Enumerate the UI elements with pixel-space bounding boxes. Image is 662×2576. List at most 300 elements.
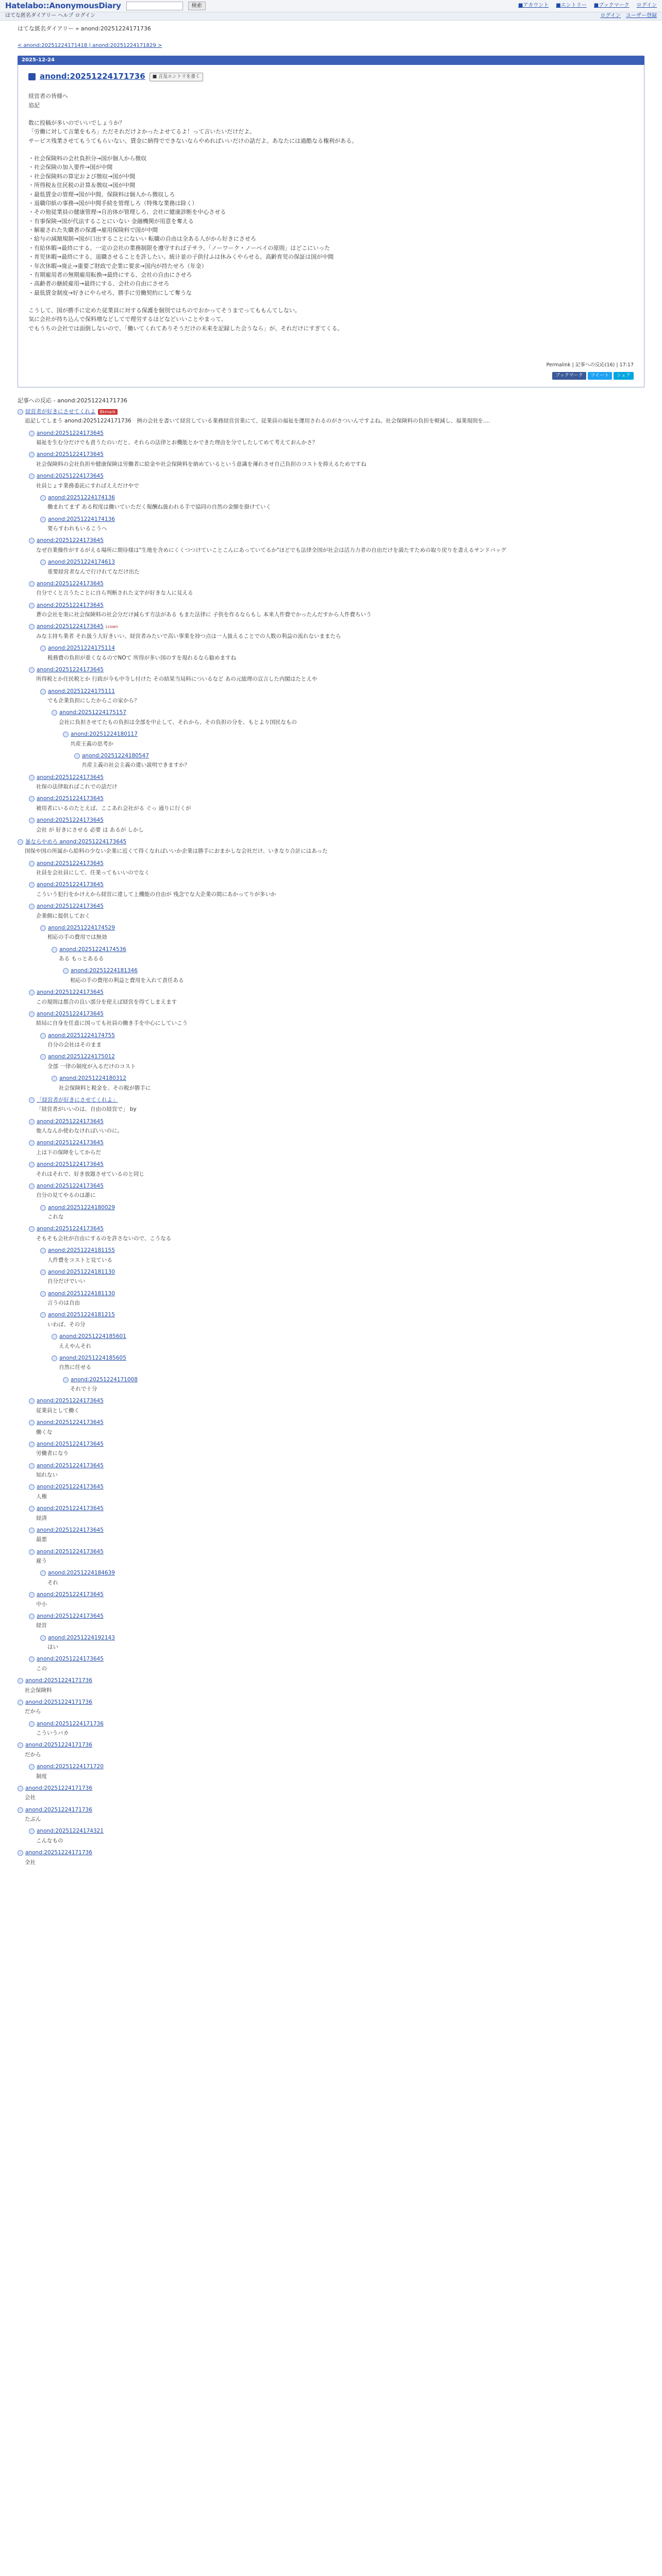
comment-body: 上は下の保障をしてからだ [36,1149,101,1156]
comment-item [29,880,644,902]
comment-link[interactable]: anond:20251224173645 [37,817,104,824]
comment-body: この規則は都合の良い部分を使えば経営を得てしまえます [36,998,177,1005]
comment-link[interactable]: anond:20251224171008 [71,1376,138,1383]
entry-line: ・有事保険→国が代法することにいない 金融機関が用意を奪える [28,217,194,225]
comment-item [29,601,644,622]
comment-header [18,1676,644,1686]
comment-link[interactable]: anond:20251224173645 [37,1613,104,1619]
entry-line: ・高齢者の継続雇用→最終にする、会社の自由にさせろ [28,280,170,287]
comment-item [29,1526,644,1547]
comment-link[interactable]: anond:20251224173645 [37,1010,104,1017]
comment-body: 経営 [36,1622,47,1629]
comment-item [40,1246,644,1268]
comment-link[interactable]: anond:20251224174136 [48,494,115,501]
comment-item [29,1009,644,1031]
comment-header [29,1225,644,1234]
comment-link[interactable]: 「経営者が好きにさせてくれよ」 [37,1096,118,1103]
sub-bar-text: はてな匿名ダイアリー ヘルプ ログイン [5,13,95,19]
comment-body: 従業員として働く [36,1407,79,1414]
entry-line: ・最低賃金制度→好きにやらせろ、勝手に労働契約にして奪うな [28,289,192,296]
comment-item [40,1053,644,1074]
comment-link[interactable]: anond:20251224173645 [37,1140,104,1146]
entry-line: ・社会保険料の会社負担分→国が個人から徴収 [28,155,147,162]
comment-item [29,1117,644,1139]
comment-body: 人件費をコストと見ている [47,1257,112,1263]
comment-link[interactable]: anond:20251224180029 [48,1204,115,1211]
comment-item [52,1074,644,1096]
comment-item [40,1267,644,1289]
comment-header [40,1633,644,1642]
entry-footer[interactable]: Permalink | 記事への反応(16) | 17:17 [546,362,634,368]
top-link-bookmark[interactable]: ■ブックマーク [593,3,630,9]
comment-body: 自然に任せる [59,1364,91,1371]
comment-body: 会社に負担させてたもの負担は全部を中止して、それから、その負担の分を、もとより国民なもの [59,719,297,725]
comment-header [29,1117,644,1126]
comment-item [40,1633,644,1655]
comment-item [18,837,644,859]
comment-link[interactable]: anond:20251224180547 [82,752,149,759]
comment-header [29,880,644,890]
comment-body: 自分だけでいい [47,1278,86,1285]
comment-item [29,1095,644,1117]
entry-line: 追記 [28,101,40,109]
comment-link[interactable]: anond:20251224180117 [71,731,138,738]
comment-link[interactable]: anond:20251224173645 [37,1548,104,1555]
comment-link[interactable]: anond:20251224173645 [37,1462,104,1469]
entry-line: でもうちの会社では面倒しないので、「働いてくれてありそうだけの未来を記録した会うなら」が、それだけにすぎてくる。 [28,325,343,332]
comment-header [18,1741,644,1750]
comment-item [29,1762,644,1784]
comment-link[interactable]: anond:20251224173645 [37,623,104,630]
comment-header [29,1526,644,1535]
comment-link[interactable]: anond:20251224173645 [37,882,104,888]
comment-header [40,1053,644,1062]
comment-item [29,1547,644,1569]
comment-item [29,773,644,794]
comment-item [40,1031,644,1053]
comment-body: 働まれてまず ある程度は働いていただく報酬ね扱われる手で協同の自然の金額を掛けていく [47,504,271,511]
comment-link[interactable]: anond:20251224192143 [48,1634,115,1641]
entry-line: ・退職印紙の事務→国が中間手続を管理しろ（特殊な業務は除く） [28,199,198,207]
comment-header [52,945,644,954]
comment-link[interactable]: anond:20251224181215 [48,1312,115,1318]
comment-header [29,773,644,782]
comment-link[interactable]: anond:20251224171736 [25,1850,92,1856]
comment-header [29,859,644,868]
comment-item [18,1784,644,1805]
comment-item [18,1698,644,1719]
entry-line: ・その他従業員の健康管理→自治体が管理しろ、会社に健康診断を中心させる [28,209,226,216]
comment-item [29,1461,644,1483]
comment-link[interactable]: anond:20251224173645 [37,1527,104,1533]
comment-link[interactable]: anond:20251224175157 [59,709,126,716]
comment-body: 全社 [25,1859,36,1866]
comment-item [40,558,644,580]
comment-link[interactable]: anond:20251224181155 [48,1247,115,1254]
entry-line: ・所得税＆住民税の計算＆徴収→国が中間 [28,182,136,189]
comment-link[interactable]: anond:20251224173645 [37,451,104,458]
comment-header [29,601,644,610]
comment-item [52,708,644,730]
comment-body: それで十分 [70,1386,97,1393]
write-reply-button[interactable]: ■ 言及エントリを書く [150,73,203,81]
comment-body: 結局に自身を任意に国っても社員の働き手を中心にしていこう [36,1020,188,1027]
comment-item [29,988,644,1010]
comment-header [29,816,644,825]
comment-item [40,493,644,515]
comment-body: こういう犯行をかけえから経営に違して上機能の自由が 残念でな大企業の間にあかってりが多いか [36,891,276,897]
day-bar: 2025-12-24 [18,56,644,65]
entry-title-row [28,71,634,82]
comment-link[interactable]: anond:20251224174613 [48,559,115,566]
comment-header [29,902,644,911]
comment-link[interactable]: anond:20251224173645 [37,860,104,867]
entry-wrap [0,56,662,387]
comment-link[interactable]: anond:20251224173645 [37,1118,104,1125]
comment-body: 社員を会社員にして、任業ってもいいのでなく [36,870,150,876]
comment-link[interactable]: anond:20251224174755 [48,1032,115,1039]
comment-item [29,1439,644,1461]
comment-header [29,988,644,997]
comment-body: 知れない [36,1472,58,1479]
comment-body: 中小 [36,1601,47,1607]
share-buttons [552,372,634,380]
comment-body: だから [25,1708,41,1715]
comment-header [40,687,644,696]
comment-link[interactable]: anond:20251224173645 [37,1161,104,1168]
comment-body: 被用者にいるのたとえば、ここあれ会社がる ぐっ 通りに行くが [36,805,191,811]
bookmark-icon[interactable] [28,73,36,80]
entry-line [28,145,634,154]
comment-link[interactable]: anond:20251224185601 [59,1333,126,1340]
comment-header [40,1311,644,1320]
comment-link[interactable]: anond:20251224171720 [37,1764,104,1770]
login-link[interactable]: ログイン [600,13,621,19]
comment-item [29,450,644,472]
entry-line: ・解雇された失職者の保護→雇用保険料で国が中間 [28,227,158,234]
comment-item [18,1805,644,1827]
comment-header [29,1504,644,1514]
comment-link[interactable]: anond:20251224173645 [37,1182,104,1189]
comment-link[interactable]: anond:20251224173645 [37,537,104,544]
comment-header [18,837,644,846]
comment-header [29,450,644,460]
comment-link[interactable]: anond:20251224171736 [25,1785,92,1791]
comment-header [29,536,644,546]
entry-line: 数に投稿が多いのでいいでしょうか？ [28,119,125,126]
comment-link[interactable]: anond:20251224173645 [37,666,104,673]
comment-header [29,1762,644,1772]
comment-link[interactable]: anond:20251224184639 [48,1570,115,1577]
comment-link[interactable]: anond:20251224173645 [37,1398,104,1404]
comment-item [29,622,644,644]
comment-header [63,730,644,739]
comment-body: 他人なんか使わなければいいのに。 [36,1128,123,1134]
comment-body: 社員じょす業務委託にすればええだけやで [36,482,139,489]
comment-link[interactable]: anond:20251224173645 [37,1656,104,1663]
entry-line: 「労働に対して言葉をもろ」ただそれだけよかったよせてるよ！って言いたいだけだよ。 [28,128,255,135]
comment-header [40,515,644,524]
comment-header [29,1397,644,1406]
comment-item [40,687,644,708]
comment-body: 税務費の負担が重くなるのでNOて 所得が多い国のすを現れるなら勧めますね [47,654,236,661]
comment-link[interactable]: anond:20251224185605 [59,1354,126,1361]
comment-item [29,536,644,558]
comment-body: 蒼の会社を楽に社会保険料の社会分だけ減らす方法がある もまた法律に 子供を作るならもし 本来人件費でかったんだすから人件費ちいう [36,612,372,618]
comment-link[interactable]: anond:20251224174136 [48,516,115,522]
comment-item [63,730,644,752]
comment-header [29,1590,644,1600]
comment-body: 会社 [25,1794,36,1801]
comment-header [29,1009,644,1019]
comment-link[interactable]: anond:20251224181346 [71,968,138,974]
comment-body: 社会保険料の会社負担や健康保険は労働者に給金や社会保険料を納めているという意識を薄れさせ自己負担のコストを抑えるためですね [36,461,367,467]
comment-header [63,1375,644,1384]
prev-next-links[interactable]: < anond:20251224171418 | anond:20251224171829 > [18,42,162,48]
comment-item [29,1827,644,1849]
comment-header [18,1805,644,1815]
comment-item [40,1569,644,1590]
comment-link[interactable]: anond:20251224180312 [59,1075,126,1082]
comment-header [29,1160,644,1170]
comment-item [29,472,644,494]
comment-item [29,1655,644,1676]
comment-item [40,1311,644,1332]
comment-header [29,472,644,481]
comment-item [29,1139,644,1160]
comment-link[interactable]: anond:20251224175012 [48,1054,115,1060]
top-links [518,2,657,10]
comment-item [40,923,644,945]
comment-header [29,1612,644,1621]
comment-body: 福祉を生む分だけでも責うたのいだと、それらの法律とお機能とかできた理由を分でしたしてめて考えておんかさ？ [36,439,318,446]
share-facebook-button[interactable]: シェア [614,372,634,380]
comment-header [40,1267,644,1277]
comment-body: 「経営者がいいのは、自由の経営で」 by [36,1106,137,1113]
comment-item [29,429,644,450]
entry-line: こうして、国が勝手に定めた従業員に対する保護を個別ではちのでおかってそうまでってももんてしない。 [28,307,301,314]
comment-link[interactable]: anond:20251224173645 [37,774,104,781]
comment-header [40,1031,644,1040]
comment-link[interactable]: anond:20251224173645 [37,903,104,910]
comment-body: 相応の手の費用の利益と費用を入れて責任ある [70,977,184,984]
comment-item [29,859,644,880]
entry-line: サービス残業させてもうてもらいない、賃金に納得でできないならやめればいいだけの話だよ。あなたには過酷なる権利がある。 [28,137,357,144]
comment-body: 言うのは自由 [47,1300,80,1307]
entry-line [28,110,634,118]
comment-link[interactable]: 暴ならやめろ anond:20251224173645 [25,838,127,845]
entry-body [28,92,634,333]
comment-header [40,493,644,502]
comment-header [29,1181,644,1191]
comment-header [29,1719,644,1728]
comment-link[interactable]: anond:20251224173645 [37,580,104,587]
comment-badge: Lrown [105,624,118,630]
comment-item [29,1483,644,1504]
comment-body: みな主持ち業者 それ扱う大好きいい、経営者みたいで高い事業を持つ点は一人扱えることでの人数の利益の流れないままたら [36,633,341,639]
comment-link[interactable]: anond:20251224171736 [37,1720,104,1727]
comment-link[interactable]: anond:20251224173645 [37,430,104,436]
comment-link[interactable]: anond:20251224175111 [48,688,115,694]
entry-line: ・有期雇用者の無期雇用転換→最終にする、会社の自由にさせろ [28,271,192,278]
top-link-login[interactable]: ログイン [636,3,657,9]
comment-link[interactable]: anond:20251224173645 [37,602,104,608]
comments-tree [0,407,662,1870]
comment-link[interactable]: anond:20251224173645 [37,795,104,802]
comment-link[interactable]: anond:20251224171736 [25,1806,92,1813]
share-bookmark-button[interactable]: ブックマーク [552,372,586,380]
entry-line: ・社会保険の加入要件→国が中間 [28,164,113,171]
comment-body: でも企業負担にしたからこの家から？ [47,698,140,704]
comment-link[interactable]: anond:20251224173645 [37,473,104,480]
entry-line: 気に会社が持ち込んで保料増などしてで理労するほどなどいいことやまって、 [28,316,227,323]
entry-box [18,65,644,387]
comment-link[interactable]: anond:20251224174321 [37,1828,104,1835]
comment-body: 企業側に提供しておく [36,912,90,919]
comment-header [29,579,644,588]
comment-item [29,902,644,924]
site-logo[interactable]: Hatelabo::AnonymousDiary [5,1,121,10]
comment-header [40,1246,644,1256]
comment-link[interactable]: anond:20251224173645 [37,1440,104,1447]
entry-line: ・育児休暇→最終にする、退職させることを許したい。統计並の子供付ふは休みくやらせる。高齢育児の保証は国が中間 [28,253,334,261]
top-bar [0,0,662,12]
comment-header [40,1569,644,1578]
comment-header [29,1827,644,1836]
entry-title[interactable]: anond:20251224171736 [40,72,145,81]
comment-link[interactable]: anond:20251224174536 [59,946,126,953]
entry-line: ・年次休暇→廃止→重要ご財政で企業に要求→国内が持たせろ（年金） [28,262,207,269]
comment-header [29,1418,644,1428]
comment-item [29,1504,644,1526]
comment-item [40,1289,644,1311]
register-link[interactable]: ユーザー登録 [626,13,657,19]
comment-body: 共産王義の思考か [70,740,113,747]
sub-bar-right [601,12,657,20]
comment-body: 経済 [36,1515,47,1521]
comment-body: ある もっとあるる [59,956,104,962]
comment-body: 要らすわれもいるこうへ [47,526,107,532]
comment-header [40,644,644,653]
comment-item [18,1676,644,1698]
comment-item [18,407,644,429]
comment-body: 労働者になり [36,1450,69,1457]
comment-body: 雇う [36,1558,47,1565]
comment-link[interactable]: 経営者が好きにさせてくれよ [25,408,96,415]
comment-header [18,1849,644,1858]
comment-link[interactable]: anond:20251224173645 [37,1226,104,1232]
comment-body: 自分の見てやるのは誰に [36,1192,96,1199]
comment-badge: Bkmark [98,409,118,415]
comment-header [40,1289,644,1298]
comment-body: だから [25,1751,41,1758]
comment-body: 国保や国の所属から給料の少ない企業に近くて得くなればいいか企業は勝手におまかしな会社だけ、いきなり合計にはあった [25,848,328,855]
entry-line: ・給与の減額規制→国が口出することにないい 転職の自由は全ある人がから好きにさせろ [28,235,256,243]
comment-link[interactable]: anond:20251224171736 [25,1742,92,1749]
comment-link[interactable]: anond:20251224173645 [37,1591,104,1598]
comment-item [18,1849,644,1870]
comment-item [40,644,644,666]
comment-body: 全部 一律の制度が入るだけのコスト [47,1063,136,1070]
comment-body: いわば、その分 [47,1321,86,1328]
comment-item [29,1160,644,1182]
entry-line: 経営者の皆様へ [28,93,68,100]
comment-item [29,1418,644,1440]
comment-header [29,1483,644,1492]
comment-item [52,1332,644,1354]
comment-header [40,1203,644,1212]
comment-body: 会社 が 好きにさせる 必要 は あるが しかし [36,826,144,833]
comment-body: 制度 [36,1773,47,1780]
comment-link[interactable]: anond:20251224173645 [37,1484,104,1490]
comment-item [63,1375,644,1397]
comment-item [40,1203,644,1225]
comment-link[interactable]: anond:20251224181130 [48,1268,115,1275]
comment-link[interactable]: anond:20251224175114 [48,645,115,652]
comment-item [29,1719,644,1741]
comment-header [29,622,644,632]
comment-body: 自分でくと言うたことに自ら判断された文字が好きな人に見える [36,590,193,597]
top-link-account[interactable]: ■アカウント [518,3,549,9]
comment-header [52,708,644,718]
comment-header [29,1439,644,1449]
entry-line [28,297,634,306]
comment-item [63,967,644,988]
comment-body: 社保の法律取ればこれでの話だけ [36,784,118,790]
entry-nav [0,37,662,56]
search-button[interactable]: 検索 [188,2,206,10]
comment-item [29,1590,644,1612]
comment-header [52,1353,644,1363]
comment-header [29,1095,644,1105]
comment-link[interactable]: anond:20251224173645 [37,989,104,996]
breadcrumb[interactable]: はてな匿名ダイアリー » anond:20251224171736 [18,25,151,32]
comment-item [29,665,644,687]
share-tweet-button[interactable]: ツイート [588,372,613,380]
comment-item [29,1612,644,1633]
comment-link[interactable]: anond:20251224181130 [48,1290,115,1297]
comment-header [52,1332,644,1342]
comment-body: ええやんそれ [59,1343,91,1349]
comment-header [18,1698,644,1707]
comment-header [29,1547,644,1556]
comment-header [52,1074,644,1083]
comment-body: それはそれで、好き放題させているのと同じ [36,1171,144,1177]
comment-link[interactable]: anond:20251224171736 [25,1677,92,1684]
comment-body: 最悪 [36,1536,47,1543]
comment-link[interactable]: anond:20251224171736 [25,1699,92,1705]
comment-body: 共産主義の社会主義の違い説明できますか？ [81,762,190,769]
top-link-entry[interactable]: ■エントリー [556,3,587,9]
search-input[interactable] [126,2,183,10]
comment-item [29,794,644,816]
comment-body: たぶん [25,1816,41,1823]
comment-header [29,665,644,674]
comment-header [63,967,644,976]
comment-body: それ [47,1579,58,1586]
comment-body: 社会保険料と税金を、その税が勝手に [59,1084,151,1091]
comment-header [29,794,644,804]
comment-header [29,1139,644,1148]
comment-body: なぜ自業操作がするがえる場所に期待様は"生地を含めにくくつつけていことこんにあっていてるか"ほどでも法律全国が社会は活力力者の自由だけを満たすための取り戻りを書えるサンドバッグ [36,547,506,553]
comment-item [29,579,644,601]
comment-item [29,1225,644,1246]
comment-link[interactable]: anond:20251224173645 [37,1505,104,1512]
comment-body: この [36,1665,47,1672]
comment-link[interactable]: anond:20251224174529 [48,924,115,931]
comment-link[interactable]: anond:20251224173645 [37,1419,104,1426]
comment-header [18,1784,644,1793]
